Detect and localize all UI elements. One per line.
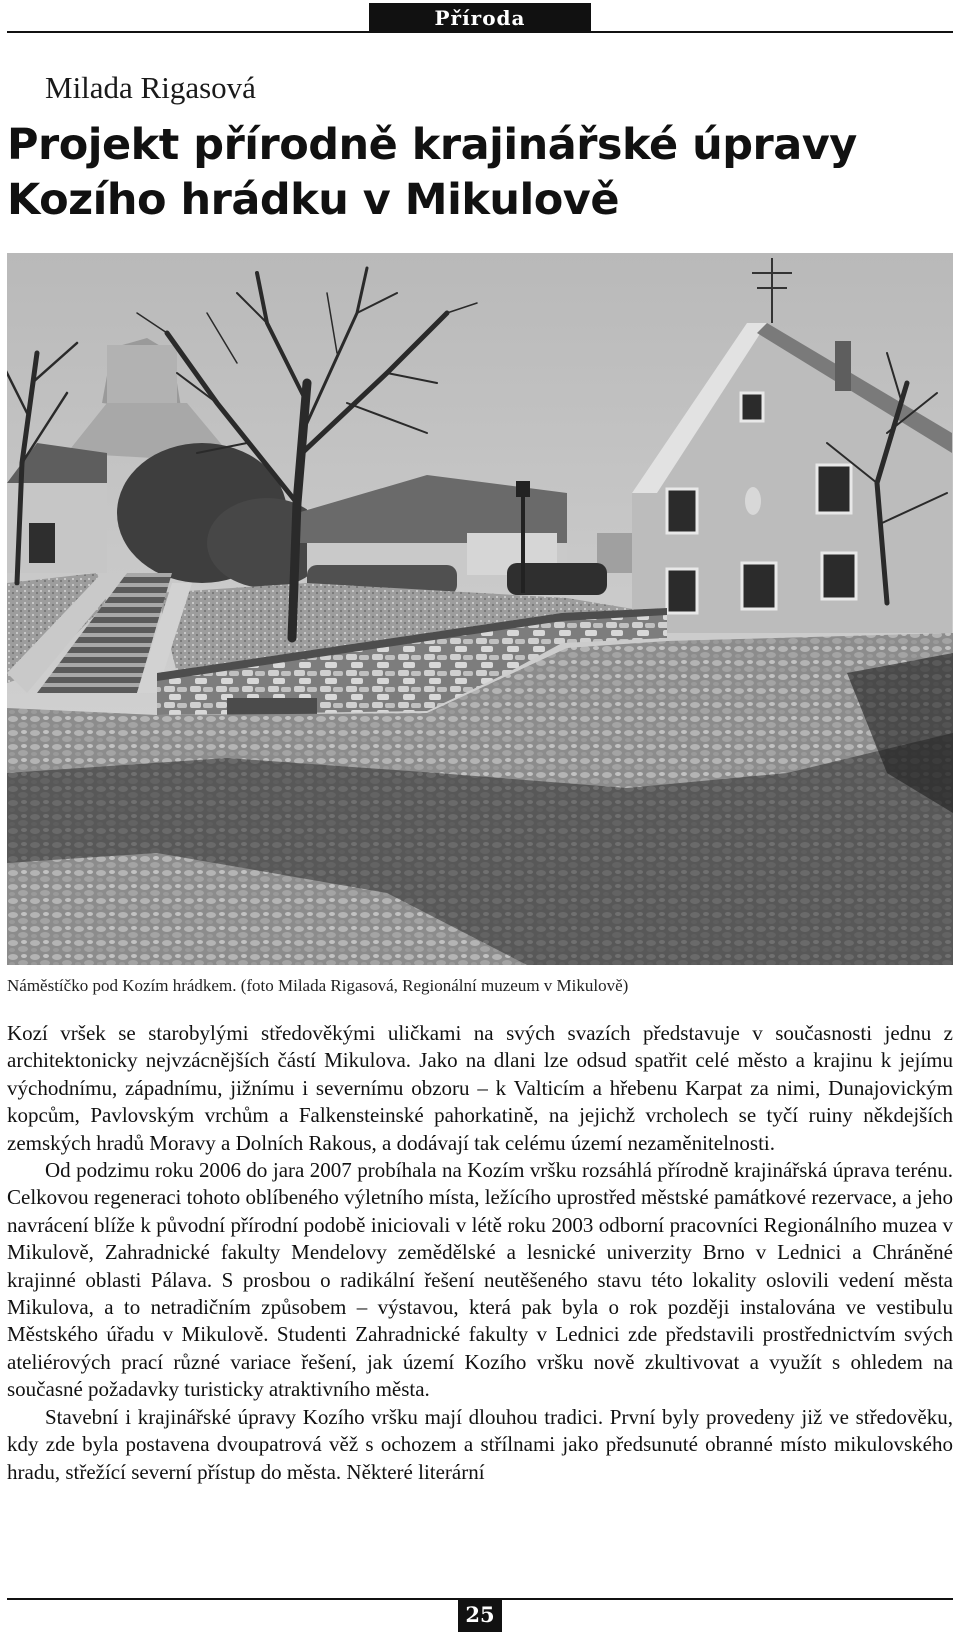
section-label: Příroda	[369, 3, 591, 33]
body-paragraph-2: Od podzimu roku 2006 do jara 2007 probíhala na Kozím vršku rozsáhlá přírodně krajinářská úprava terénu. Celkovou regeneraci tohoto oblíbeného výletního místa, ležícího uprostřed městské památkové rezervace, a jeho navrácení blíže k původní přírodní podobě iniciovali v létě roku 2003 odborní pracovníci Regionálního muzea v Mikulově, Zahradnické fakulty Mendelovy zemědělské a lesnické univerzity Brno v Lednici a Chráněné krajinné oblasti Pálava. S prosbou o radikální řešení neutěšeného stavu této lokality oslovili vedení města Mikulova, a to netradičním způsobem – výstavou, která pak byla o rok později instalována ve vestibulu Městského úřadu v Mikulově. Studenti Zahradnické fakulty v Lednici zde představili prostřednictvím svých ateliérových prací různé variace řešení, jak území Kozího vršku nově zkultivovat a využít s ohledem na současné požadavky turisticky atraktivního města.	[7, 1158, 953, 1402]
title-line-2: Kozího hrádku v Mikulově	[7, 175, 620, 225]
page-number: 25	[458, 1598, 502, 1632]
body-paragraph-1: Kozí vršek se starobylými středověkými uličkami na svých svazích představuje v současnosti jednu z architektonicky nejvzácnějších částí Mikulova. Jako na dlani lze odsud spatřit celé město a krajinu k jejímu východnímu, západnímu, jižnímu i severnímu obzoru – k Valticím a hřebenu Karpat za nimi, Dunajovickým kopcům, Pavlovským vrchům a Falkensteinské pahorkatině, na jejichž vrcholech se tyčí ruiny někdejších zemských hradů Moravy a Dolních Rakous, a dodávají tak celému území nezaměnitelnosti.	[7, 1021, 953, 1155]
header-rule	[7, 31, 953, 33]
article-author: Milada Rigasová	[45, 70, 256, 105]
article-photo	[7, 253, 953, 965]
photo-caption: Náměstíčko pod Kozím hrádkem. (foto Milada Rigasová, Regionální muzeum v Mikulově)	[7, 976, 629, 995]
article-title	[7, 118, 947, 228]
title-line-1: Projekt přírodně krajinářské úpravy	[7, 120, 857, 170]
body-paragraph-3: Stavební i krajinářské úpravy Kozího vršku mají dlouhou tradici. První byly provedeny již ve středověku, kdy zde byla postavena dvoupatrová věž s ochozem a střílnami jako předsunuté obranné místo mikulovského hradu, střežící severní přístup do města. Některé literární	[7, 1404, 953, 1484]
article-body	[7, 1020, 953, 1486]
